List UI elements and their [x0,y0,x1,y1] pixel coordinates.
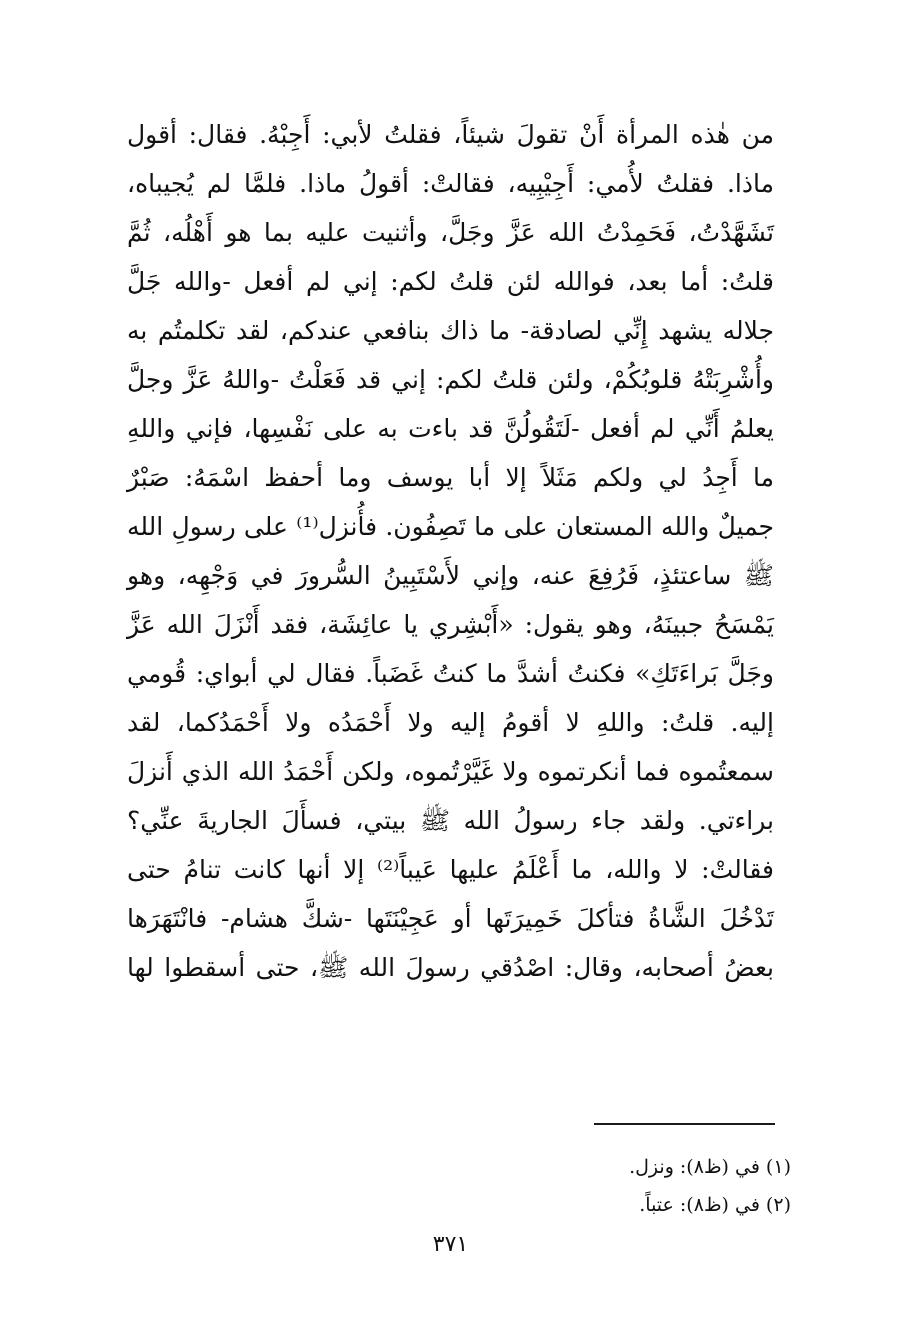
text-line: وأُشْرِبَتْهُ قلوبُكُمْ، ولئن قلتُ لكم: إني قد فَعَلْتُ -واللهُ عَزَّ وجلَّ [127,365,774,394]
text-line: قلتُ: أما بعد، فوالله لئن قلتُ لكم: إني لم أفعل -والله جَلَّ [127,267,774,296]
footnote: (١) في (ظ٨): ونزل. [629,1156,791,1178]
text-line: براءتي. ولقد جاء رسولُ الله ﷺ بيتي، فسأَلَ الجاريةَ عنِّي؟ [127,806,774,835]
page-number: ٣٧١ [432,1232,469,1257]
footnote: (٢) في (ظ٨): عتباً. [639,1194,791,1216]
text-line: وجَلَّ بَراءَتَكِ» فكنتُ أشدَّ ما كنتُ غَضَباً. فقال لي أبواي: قُومي [127,659,774,688]
text-line: يَمْسَحُ جبينَهُ، وهو يقول: «أَبْشِري يا عائِشَة، فقد أَنْزَلَ الله عَزَّ [127,610,774,639]
text-line: تَشَهَّدْتُ، فَحَمِدْتُ الله عَزَّ وجَلَّ، وأثنيت عليه بما هو أَهْلُه، ثُمَّ [127,218,774,247]
footnotes [491,1148,791,1224]
text-line: إليه. قلتُ: واللهِ لا أقومُ إليه ولا أَحْمَدُه ولا أَحْمَدُكما، لقد [127,708,774,737]
text-line: ﷺ ساعتئذٍ، فَرُفِعَ عنه، وإني لأَسْتَبِينُ السُّرورَ في وَجْهِه، وهو [127,561,774,590]
text-line: فقالتْ: لا والله، ما أَعْلَمُ عليها عَيباً⁽²⁾ إلا أنها كانت تنامُ حتى [127,855,774,884]
main-text-block [127,110,774,992]
text-line: يعلمُ أَنِّي لم أفعل -لَتَقُولُنَّ قد باءت به على نَفْسِها، فإني واللهِ [127,414,774,443]
text-line: جلاله يشهد إِنِّي لصادقة- ما ذاك بنافعي عندكم، لقد تكلمتُم به [127,316,774,345]
text-line: ما أَجِدُ لي ولكم مَثَلاً إلا أبا يوسف وما أحفظ اسْمَهُ: صَبْرٌ [127,463,774,492]
footnote-separator [594,1123,775,1125]
text-line: ماذا. فقلتُ لأُمي: أَجِيْبِيه، فقالتْ: أقولُ ماذا. فلمَّا لم يُجيباه، [127,169,774,198]
text-line: سمعتُموه فما أنكرتموه ولا غَيَّرْتُموه، ولكن أَحْمَدُ الله الذي أَنزلَ [127,757,774,786]
text-line: بعضُ أصحابه، وقال: اصْدُقي رسولَ الله ﷺ، حتى أسقطوا لها [127,953,774,982]
text-line: من هٰذه المرأة أَنْ تقولَ شيئاً، فقلتُ لأبي: أَجِبْهُ. فقال: أقول [127,120,774,149]
text-line: جميلٌ والله المستعان على ما تَصِفُون. فأُنزل⁽¹⁾ على رسولِ الله [127,512,774,541]
text-line: تَدْخُلَ الشَّاةُ فتأكلَ خَمِيرَتَها أو عَجِيْنَتَها -شكَّ هشام- فانْتَهَرَها [127,904,774,933]
